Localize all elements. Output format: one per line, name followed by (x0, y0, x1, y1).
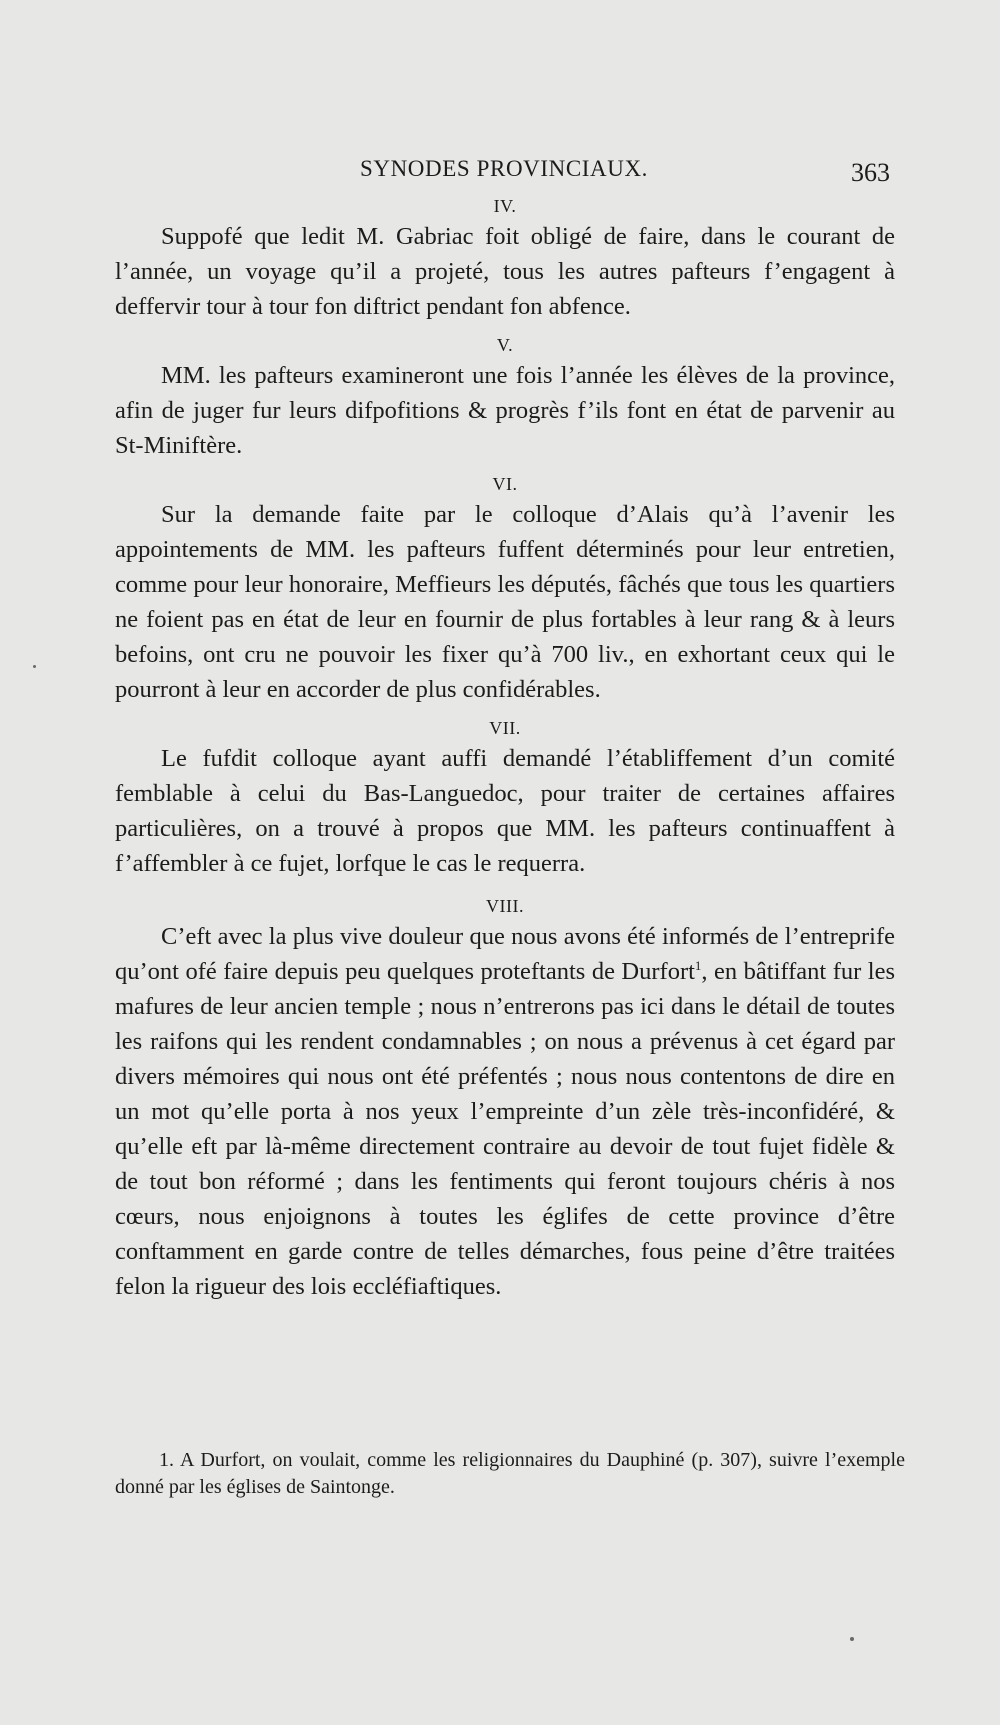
article-numeral: V. (496, 335, 514, 355)
page-header (115, 150, 895, 190)
article-text: Le fufdit colloque ayant auffi demandé l’établiffement d’un comité femblable à celui du Bas-Languedoc, pour traiter de certaines affaires particulières, on a trouvé à propos que MM. les pafteurs continuaffent à f’affembler à ce fujet, lorfque le cas le requerra. (115, 745, 895, 877)
article-text: MM. les pafteurs examineront une fois l’année les élèves de la province, afin de juger fur leurs difpofitions & progrès f’ils font en état de parvenir au St-Miniftère. (115, 362, 895, 459)
article-viii (115, 893, 895, 1304)
article-text-part: C’eft avec la plus vive douleur que nous avons été informés de l’entreprife qu’ont ofé faire depuis peu quelques proteftants de Durfort (115, 923, 895, 985)
paper-speck (850, 1637, 854, 1641)
article-numeral: IV. (493, 196, 517, 216)
article-numeral: VI. (492, 474, 518, 494)
article-text (115, 919, 895, 1304)
article-v (115, 332, 895, 463)
article-iv (115, 193, 895, 324)
article-numeral: VIII. (486, 896, 524, 916)
page-number: 363 (851, 158, 890, 187)
running-title: SYNODES PROVINCIAUX. (360, 156, 649, 181)
article-vi (115, 471, 895, 707)
page-body (115, 193, 895, 1304)
article-text: Sur la demande faite par le colloque d’Alais qu’à l’avenir les appointements de MM. les pafteurs fuffent déterminés pour leur entretien, comme pour leur honoraire, Meffieurs les députés, fâchés que tous les quartiers ne foient pas en état de leur en fournir de plus fortables à leur rang & à leurs befoins, ont cru ne pouvoir les fixer qu’à 700 liv., en exhortant ceux qui le pourront à leur en accorder de plus confidérables. (115, 501, 895, 703)
paper-speck (33, 665, 36, 668)
footnote: 1. A Durfort, on voulait, comme les religionnaires du Dauphiné (p. 307), suivre l’exemple donné par les églises de Saintonge. (115, 1449, 905, 1498)
article-text: Suppofé que ledit M. Gabriac foit obligé de faire, dans le courant de l’année, un voyage qu’il a projeté, tous les autres pafteurs f’engagent à deffervir tour à tour fon diftrict pendant fon abfence. (115, 223, 895, 320)
article-vii (115, 715, 895, 881)
article-text-part: , en bâtiffant fur les mafures de leur ancien temple ; nous n’entrerons pas ici dans le détail de toutes les raifons qui les rendent condamnables ; on nous a prévenus à cet égard par divers mémoires qui nous ont été préfentés ; nous nous contentons de dire en un mot qu’elle porta à nos yeux l’empreinte d’un zèle très-inconfidéré, & qu’elle eft par là-même directement contraire au devoir de tout fujet fidèle & de tout bon réformé ; dans les fentiments qui feront toujours chéris à nos cœurs, nous enjoignons à toutes les églifes de cette province d’être conftamment en garde contre de telles démarches, fous peine d’être traitées felon la rigueur des lois eccléfiaftiques. (115, 958, 895, 1300)
footnote-reference: 1 (694, 957, 702, 973)
article-numeral: VII. (489, 718, 521, 738)
